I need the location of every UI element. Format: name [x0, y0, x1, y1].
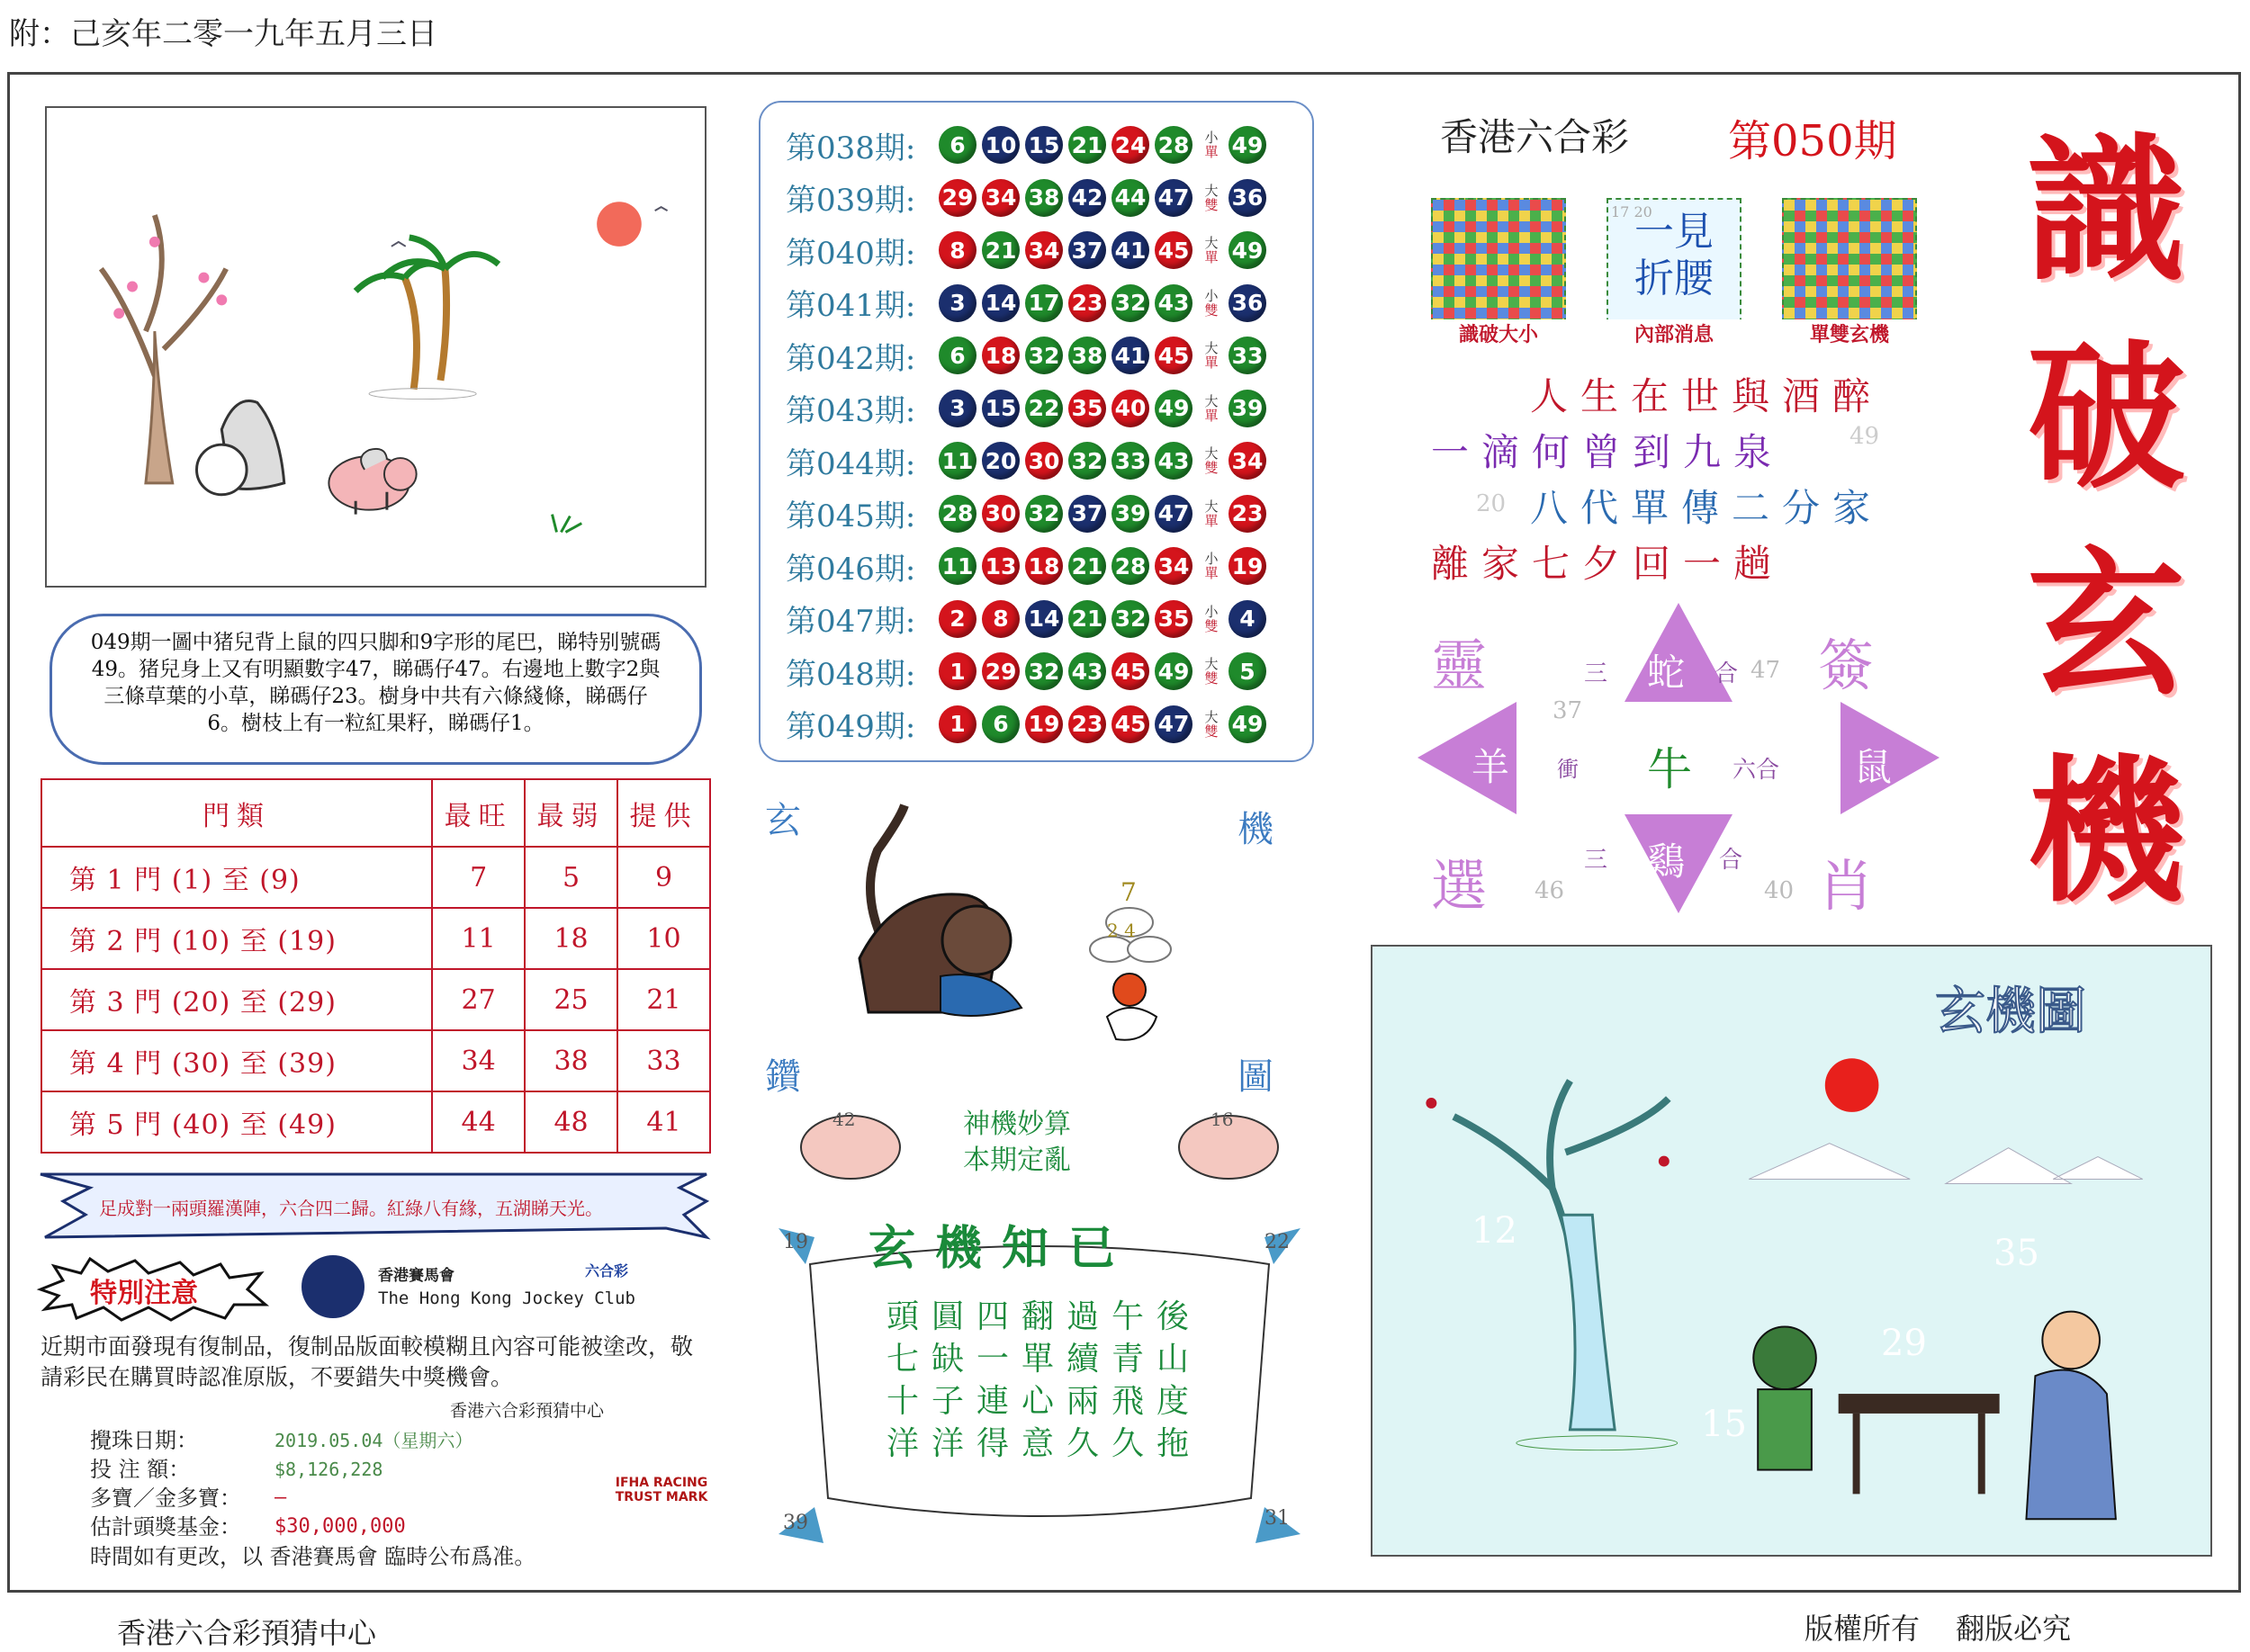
lottery-ball: 21 [1068, 600, 1106, 638]
butterfly-number: 31 [1264, 1507, 1290, 1530]
lottery-ball: 23 [1068, 284, 1106, 322]
draw-history-panel [759, 101, 1314, 762]
info-label: 攪珠日期： [90, 1428, 198, 1453]
draw-row [786, 172, 1312, 225]
special-ball: 36 [1228, 179, 1266, 217]
door-offer: 9 [617, 847, 710, 908]
draw-label: 第049期: [786, 709, 916, 746]
lottery-ball: 3 [939, 390, 976, 427]
info-label: 多寶／金多寶： [90, 1486, 241, 1511]
lottery-ball: 14 [1025, 600, 1063, 638]
poem-line: 一滴何曾到九泉 [1431, 430, 1785, 474]
draw-label: 第042期: [786, 340, 916, 377]
draw-label: 第040期: [786, 235, 916, 272]
lottery-ball: 32 [1068, 442, 1106, 480]
pig-number: 16 [1210, 1109, 1234, 1130]
time-change-note: 時間如有更改，以 香港賽馬會 臨時公布爲准。 [90, 1544, 536, 1569]
lottery-title: 香港六合彩 [1440, 115, 1630, 159]
draw-label: 第041期: [786, 288, 916, 325]
slogan-line: 神機妙算 [963, 1109, 1071, 1140]
lottery-ball: 20 [982, 442, 1020, 480]
center-title: 玄機知已 [868, 1221, 1136, 1276]
footer-source: 香港六合彩預猜中心 [117, 1616, 377, 1650]
lottery-ball: 15 [982, 390, 1020, 427]
lottery-ball: 40 [1112, 390, 1149, 427]
lottery-ball: 47 [1155, 179, 1192, 217]
lottery-ball: 44 [1112, 179, 1149, 217]
slogan-line: 本期定亂 [963, 1145, 1071, 1176]
door-cold: 25 [525, 969, 617, 1030]
center-poem [886, 1296, 1202, 1465]
draw-date: 2019.05.04（星期六） [274, 1430, 473, 1451]
door-group: 第 5 門 (40) 至 (49) [41, 1091, 432, 1153]
parity-tag: 單 [1204, 565, 1219, 582]
butterfly-number: 39 [783, 1512, 808, 1534]
lottery-ball: 2 [939, 600, 976, 638]
corner-char: 圖 [1238, 1056, 1274, 1098]
jockey-club-name-zh: 香港賽馬會 [378, 1267, 454, 1285]
size-parity-tag [1198, 130, 1225, 159]
lottery-ball: 35 [1068, 390, 1106, 427]
diamond-small: 46 [1534, 877, 1565, 904]
draw-row [786, 488, 1312, 541]
size-parity-tag [1198, 446, 1225, 475]
door-hot: 44 [432, 1091, 525, 1153]
footer-copyright: 版權所有 翻版必究 [1804, 1612, 2072, 1646]
door-group: 第 1 門 (1) 至 (9) [41, 847, 432, 908]
parity-tag: 雙 [1204, 723, 1219, 740]
size-tag: 大 [1204, 340, 1219, 357]
diamond-small: 六合 [1732, 757, 1780, 784]
door-offer: 21 [617, 969, 710, 1030]
draw-row [786, 540, 1312, 593]
pig-number: 42 [832, 1109, 856, 1130]
lottery-ball: 29 [982, 652, 1020, 690]
special-ball: 49 [1228, 126, 1266, 164]
lottery-ball: 45 [1112, 652, 1149, 690]
lottery-ball: 18 [982, 337, 1020, 374]
door-cold: 38 [525, 1030, 617, 1091]
table-row [41, 969, 710, 1030]
parity-tag: 雙 [1204, 301, 1219, 319]
door-cold: 48 [525, 1091, 617, 1153]
corner-char: 簽 [1818, 633, 1875, 698]
corner-char: 肖 [1818, 853, 1875, 919]
draw-label: 第039期: [786, 183, 916, 220]
lottery-ball: 32 [1112, 284, 1149, 322]
diamond-small: 三 [1584, 847, 1608, 874]
door-offer: 41 [617, 1091, 710, 1153]
draw-label: 第048期: [786, 656, 916, 693]
diamond-small: 三 [1584, 660, 1608, 687]
draw-label: 第047期: [786, 604, 916, 641]
lottery-ball: 14 [982, 284, 1020, 322]
draw-info [90, 1426, 472, 1541]
lottery-ball: 35 [1155, 600, 1192, 638]
draw-label: 第046期: [786, 551, 916, 588]
size-tag: 大 [1204, 445, 1219, 462]
riddle-explanation: 049期一圖中猪兒背上鼠的四只脚和9字形的尾巴，睇特别號碼49。猪兒身上又有明顯數字47，睇碼仔47。右邊地上數字2與三條草葉的小草，睇碼仔23。樹身中共有六條綫條，睇碼仔6。樹枝上有一粒紅果籽，睇碼仔1。 [50, 614, 702, 765]
draw-row [786, 698, 1312, 751]
diamond-small: 合 [1714, 660, 1739, 687]
faint-number: 20 [1476, 490, 1507, 517]
lottery-ball: 38 [1068, 337, 1106, 374]
parity-tag: 單 [1204, 512, 1219, 529]
size-parity-tag [1198, 657, 1225, 686]
diamond-small: 47 [1750, 657, 1781, 684]
lottery-ball: 21 [1068, 547, 1106, 585]
diamond-small: 40 [1764, 877, 1795, 904]
lottery-ball: 11 [939, 547, 976, 585]
lottery-ball: 24 [1112, 126, 1149, 164]
lottery-ball: 47 [1155, 705, 1192, 743]
size-parity-tag [1198, 394, 1225, 423]
door-group: 第 2 門 (10) 至 (19) [41, 908, 432, 969]
lottery-ball: 32 [1025, 495, 1063, 533]
lottery-ball: 28 [1112, 547, 1149, 585]
size-parity-tag [1198, 289, 1225, 318]
lottery-ball: 23 [1068, 705, 1106, 743]
hidden-number: 12 [1472, 1210, 1517, 1252]
parity-tag: 單 [1204, 355, 1219, 372]
draw-row [786, 119, 1312, 172]
lottery-ball: 10 [982, 126, 1020, 164]
lottery-ball: 49 [1155, 390, 1192, 427]
size-parity-tag [1198, 499, 1225, 528]
draw-row [786, 593, 1312, 646]
lottery-ball: 34 [1025, 231, 1063, 269]
zodiac-right: 鼠 [1854, 745, 1893, 789]
multi-draw: – [274, 1486, 287, 1509]
lottery-ball: 8 [982, 600, 1020, 638]
lottery-ball: 42 [1068, 179, 1106, 217]
right-poem [1431, 369, 1883, 592]
riddle-picture [45, 106, 706, 588]
lottery-ball: 39 [1112, 495, 1149, 533]
lottery-ball: 3 [939, 284, 976, 322]
box-slogan-line: 折腰 [1634, 256, 1714, 301]
zodiac-top: 蛇 [1647, 651, 1686, 695]
prize-fund: $30,000,000 [274, 1515, 406, 1538]
parity-tag: 雙 [1204, 460, 1219, 477]
lottery-ball: 47 [1155, 495, 1192, 533]
table-row [41, 1030, 710, 1091]
col-header: 最弱 [525, 779, 617, 847]
corner-char: 選 [1431, 853, 1488, 919]
warning-source: 香港六合彩預猜中心 [450, 1401, 605, 1421]
poem-line: 十子連心兩飛度 [886, 1383, 1202, 1420]
poem-line: 離家七夕回一趟 [1431, 542, 1785, 586]
bet-amount: $8,126,228 [274, 1459, 383, 1480]
lottery-ball: 43 [1155, 284, 1192, 322]
special-ball: 49 [1228, 705, 1266, 743]
table-row [41, 847, 710, 908]
info-label: 估計頭獎基金： [90, 1514, 241, 1540]
lottery-ball: 34 [1155, 547, 1192, 585]
hidden-number: 15 [1701, 1404, 1747, 1445]
mark-six-logo: 六合彩 [585, 1262, 629, 1279]
lottery-ball: 15 [1025, 126, 1063, 164]
draw-label: 第045期: [786, 498, 916, 535]
special-ball: 34 [1228, 442, 1266, 480]
corner-char: 玄 [765, 800, 801, 841]
diamond-small: 合 [1719, 847, 1743, 874]
size-parity-tag [1198, 184, 1225, 212]
size-parity-tag [1198, 341, 1225, 370]
col-header: 門類 [41, 779, 432, 847]
size-tag: 大 [1204, 656, 1219, 673]
size-tag: 小 [1204, 551, 1219, 568]
jockey-club-name-en: The Hong Kong Jockey Club [378, 1288, 635, 1308]
special-ball: 19 [1228, 547, 1266, 585]
draw-row [786, 224, 1312, 277]
lottery-ball: 6 [939, 126, 976, 164]
table-row [41, 1091, 710, 1153]
door-hot: 27 [432, 969, 525, 1030]
lottery-ball: 37 [1068, 231, 1106, 269]
lottery-ball: 43 [1068, 652, 1106, 690]
lottery-ball: 41 [1112, 337, 1149, 374]
size-tag: 大 [1204, 392, 1219, 409]
lottery-ball: 32 [1025, 652, 1063, 690]
draw-label: 第038期: [786, 130, 916, 166]
poem-line: 七缺一單續青山 [886, 1341, 1202, 1378]
ifha-logo: IFHA RACING TRUST MARK [615, 1476, 708, 1504]
size-tag: 小 [1204, 130, 1219, 147]
lottery-ball: 30 [982, 495, 1020, 533]
faint-number: 49 [1850, 423, 1880, 450]
lottery-ball: 21 [982, 231, 1020, 269]
size-tag: 小 [1204, 603, 1219, 620]
doors-table [40, 778, 711, 1154]
size-tag: 大 [1204, 182, 1219, 199]
door-cold: 5 [525, 847, 617, 908]
lottery-ball: 30 [1025, 442, 1063, 480]
lottery-ball: 13 [982, 547, 1020, 585]
draw-row [786, 277, 1312, 330]
parity-tag: 雙 [1204, 196, 1219, 213]
diamond-small: 衝 [1557, 757, 1579, 782]
lottery-ball: 8 [939, 231, 976, 269]
box-label: 識破大小 [1431, 319, 1566, 347]
parity-tag: 雙 [1204, 670, 1219, 687]
corner-char: 機 [1238, 809, 1274, 850]
corner-char: 靈 [1431, 633, 1488, 698]
lottery-ball: 22 [1025, 390, 1063, 427]
lottery-ball: 1 [939, 705, 976, 743]
table-row [41, 908, 710, 969]
poem-line: 八代單傳二分家 [1530, 486, 1884, 530]
date-line: 附：己亥年二零一九年五月三日 [9, 16, 437, 52]
lottery-ball: 21 [1068, 126, 1106, 164]
door-offer: 10 [617, 908, 710, 969]
egg-numbers: 2 4 [1107, 920, 1136, 941]
special-ball: 5 [1228, 652, 1266, 690]
door-hot: 11 [432, 908, 525, 969]
big-title: 識破玄機 [2027, 119, 2185, 924]
door-cold: 18 [525, 908, 617, 969]
issue-number: 第050期 [1728, 116, 1897, 166]
lottery-ball: 41 [1112, 231, 1149, 269]
lottery-ball: 18 [1025, 547, 1063, 585]
box-label: 單雙玄機 [1782, 319, 1917, 347]
size-tag: 大 [1204, 708, 1219, 725]
poem-line: 頭圓四翻過午後 [886, 1298, 1202, 1335]
draw-row [786, 435, 1312, 488]
special-ball: 49 [1228, 231, 1266, 269]
lottery-ball: 45 [1112, 705, 1149, 743]
hidden-number: 35 [1994, 1233, 2039, 1274]
size-parity-tag [1198, 710, 1225, 739]
door-hot: 7 [432, 847, 525, 908]
lottery-ball: 6 [939, 337, 976, 374]
center-illustration [760, 796, 1318, 1588]
size-parity-tag [1198, 605, 1225, 633]
lottery-ball: 29 [939, 179, 976, 217]
lottery-ball: 17 [1025, 284, 1063, 322]
lottery-ball: 1 [939, 652, 976, 690]
lottery-ball: 45 [1155, 337, 1192, 374]
box-numbers: 17 20 [1611, 203, 1652, 220]
parity-tag: 單 [1204, 407, 1219, 424]
size-tag: 小 [1204, 287, 1219, 304]
col-header: 提供 [617, 779, 710, 847]
lottery-ball: 34 [982, 179, 1020, 217]
zodiac-center: 牛 [1647, 743, 1692, 795]
banner-text: 足成對一兩頭羅漢陣，六合四二歸。紅綠八有緣，五湖睇天光。 [99, 1198, 603, 1219]
special-ball: 33 [1228, 337, 1266, 374]
door-hot: 34 [432, 1030, 525, 1091]
size-parity-tag [1198, 552, 1225, 580]
doors-header-row [41, 779, 710, 847]
poem-line: 人生在世與酒醉 [1530, 374, 1884, 418]
special-ball: 4 [1228, 600, 1266, 638]
draw-label: 第043期: [786, 393, 916, 430]
size-tag: 大 [1204, 498, 1219, 515]
info-label: 投 注 額： [90, 1457, 191, 1482]
lottery-ball: 49 [1155, 652, 1192, 690]
size-parity-tag [1198, 236, 1225, 265]
butterfly-number: 19 [783, 1231, 808, 1253]
lottery-ball: 45 [1155, 231, 1192, 269]
butterfly-number: 22 [1264, 1231, 1290, 1253]
slogan [963, 1107, 1071, 1179]
diamond-small: 37 [1552, 697, 1583, 724]
door-group: 第 4 門 (30) 至 (39) [41, 1030, 432, 1091]
box-slogan [1620, 209, 1728, 302]
corner-char: 鑽 [765, 1056, 801, 1098]
draw-row [786, 382, 1312, 435]
door-offer: 33 [617, 1030, 710, 1091]
poem-line: 洋洋得意久久拖 [886, 1425, 1202, 1462]
lottery-ball: 32 [1025, 337, 1063, 374]
parity-tag: 雙 [1204, 617, 1219, 634]
lottery-ball: 11 [939, 442, 976, 480]
lottery-ball: 28 [1155, 126, 1192, 164]
lottery-ball: 37 [1068, 495, 1106, 533]
special-ball: 36 [1228, 284, 1266, 322]
counterfeit-warning: 近期市面發現有復制品，復制品版面較模糊且內容可能被塗改，敬請彩民在購買時認准原版，不要錯失中獎機會。 [40, 1333, 694, 1390]
special-note-label: 特別注意 [90, 1278, 198, 1309]
lottery-ball: 32 [1112, 600, 1149, 638]
special-ball: 23 [1228, 495, 1266, 533]
col-header: 最旺 [432, 779, 525, 847]
lottery-ball: 28 [939, 495, 976, 533]
special-ball: 39 [1228, 390, 1266, 427]
lottery-ball: 43 [1155, 442, 1192, 480]
parity-tag: 單 [1204, 144, 1219, 161]
box-slogan-line: 一見 [1634, 209, 1714, 255]
lottery-ball: 33 [1112, 442, 1149, 480]
parity-tag: 單 [1204, 249, 1219, 266]
jockey-club-logo [302, 1255, 364, 1318]
egg-number: 7 [1120, 877, 1137, 907]
zodiac-bottom: 鷄 [1647, 839, 1686, 884]
lottery-ball: 6 [982, 705, 1020, 743]
lottery-ball: 19 [1025, 705, 1063, 743]
zodiac-left: 羊 [1472, 745, 1510, 789]
draw-label: 第044期: [786, 445, 916, 482]
size-tag: 大 [1204, 235, 1219, 252]
picture-title: 玄機圖 [1935, 983, 2086, 1041]
draw-row [786, 329, 1312, 382]
draw-row [786, 645, 1312, 698]
hidden-number: 29 [1881, 1323, 1927, 1364]
lottery-ball: 38 [1025, 179, 1063, 217]
door-group: 第 3 門 (20) 至 (29) [41, 969, 432, 1030]
box-label: 內部消息 [1606, 319, 1742, 347]
